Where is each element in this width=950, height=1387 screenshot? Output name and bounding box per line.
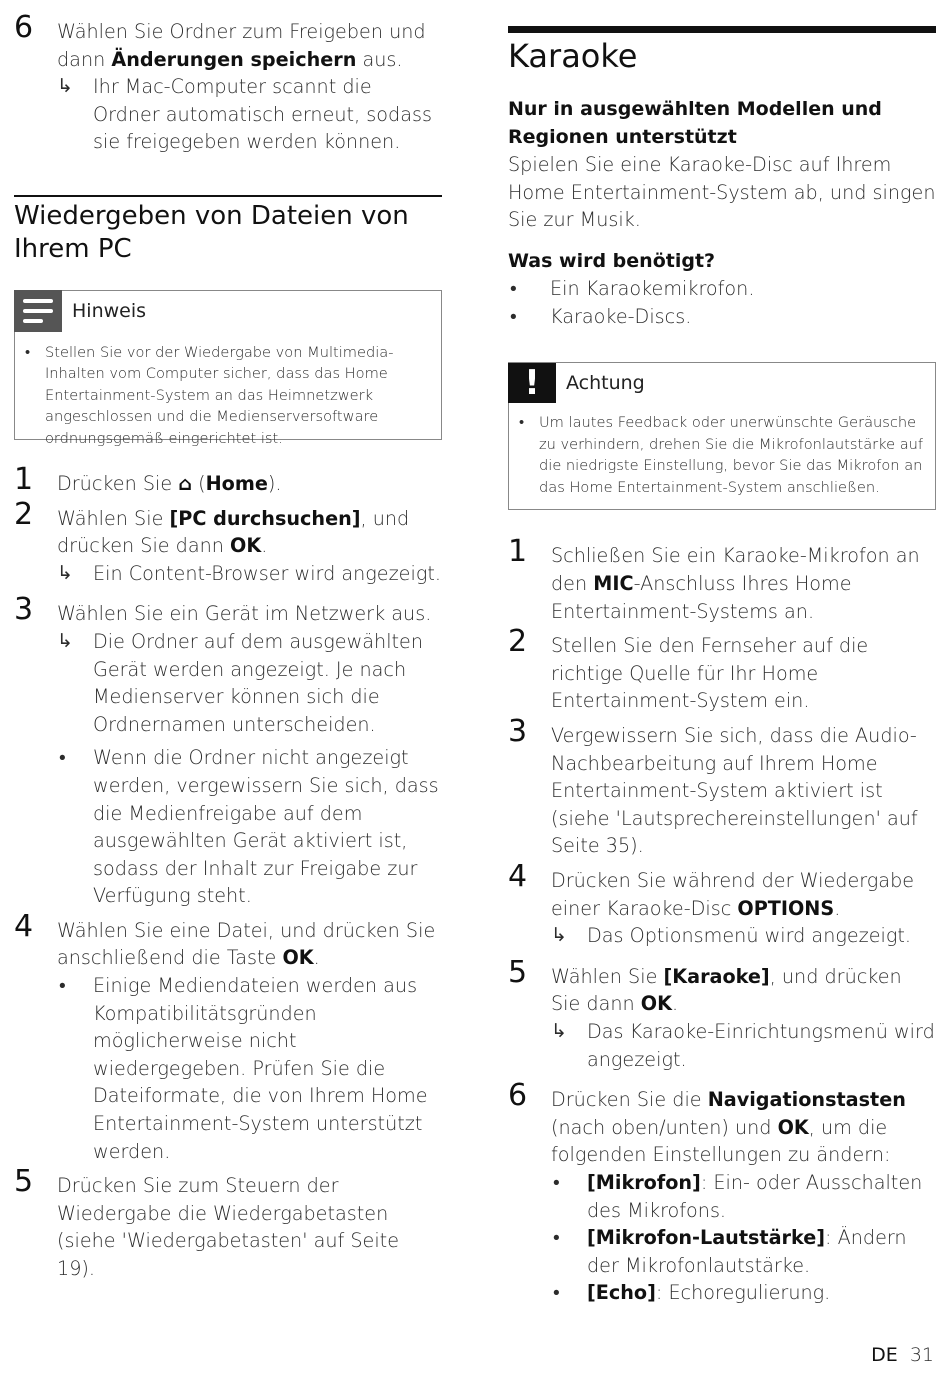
step-result: ↳ Ein Content-Browser wird angezeigt.	[57, 560, 442, 588]
step-number: 1	[508, 534, 528, 570]
result-arrow-icon: ↳	[57, 75, 73, 98]
step-5-playback-keys: 5 Drücken Sie zum Steuern der Wiedergabe die Wiedergabetasten (siehe 'Wiedergabetasten' auf Seite 19).	[14, 1164, 399, 1280]
karaoke-step-1: 1 Schließen Sie ein Karaoke-Mikrofon an den MIC-Anschluss Ihres Home Entertainment-Systems an.	[508, 534, 920, 623]
step-4-select-file: 4 Wählen Sie eine Datei, und drücken Sie anschließend die Taste OK. • Einige Mediendateien werden aus Kompatibilitätsgründen möglicherweise nicht wiedergegeben. Prüfen Sie die Dateiformate, die von Ihrem Home Entertainment-System unterstützt werden.	[14, 917, 442, 1165]
step-number: 4	[508, 859, 528, 894]
step-bullet: • Einige Mediendateien werden aus Kompatibilitätsgründen möglicherweise nicht wiedergegeben. Prüfen Sie die Dateiformate, die von Ihrem Home Entertainment-System unterstützt werden.	[59, 974, 428, 1163]
setting-mikrofon-lautstaerke: • [Mikrofon-Lautstärke]: Ändern der Mikrofonlautstärke.	[553, 1226, 907, 1277]
requirement-item: • Karaoke-Discs.	[510, 304, 692, 328]
requirements-title: Was wird benötigt?	[508, 249, 716, 272]
intro-text: Spielen Sie eine Karaoke-Disc auf Ihrem Home Entertainment-System ab, und singen Sie zur Musik.	[508, 153, 936, 232]
availability-note: Nur in ausgewählten Modellen und Regionen unterstützt	[508, 98, 882, 148]
language-code: DE	[871, 1344, 898, 1366]
step-bullet: • Wenn die Ordner nicht angezeigt werden, vergewissern Sie sich, dass die Medienfreigabe auf dem ausgewählten Gerät aktiviert ist, sodass der Inhalt zur Freigabe zur Verfügung steht.	[59, 746, 439, 908]
step-result: ↳ Das Karaoke-Einrichtungsmenü wird angezeigt.	[551, 1019, 935, 1071]
setting-mikrofon: • [Mikrofon]: Ein- oder Ausschalten des Mikrofons.	[553, 1170, 923, 1222]
note-icon	[14, 290, 62, 332]
step-number: 4	[14, 908, 34, 944]
section-rule	[14, 195, 442, 197]
karaoke-step-2: 2 Stellen Sie den Fernseher auf die richtige Quelle für Ihr Home Entertainment-System ein.	[508, 624, 869, 713]
step-3-select-device: 3 Wählen Sie ein Gerät im Netzwerk aus. ↳ Die Ordner auf dem ausgewählten Gerät werden angezeigt. Je nach Medienserver können sich die Ordnernamen unterscheiden. • Wenn die Ordner nicht angezeigt werden, vergewissern Sie sich, dass die Medienfreigabe auf dem ausgewählten Gerät aktiviert ist, sodass der Inhalt zur Freigabe zur Verfügung steht.	[14, 600, 442, 910]
exclamation-icon: !	[508, 363, 556, 403]
step-result: ↳ Die Ordner auf dem ausgewählten Gerät werden angezeigt. Je nach Medienserver können sich die Ordnernamen unterscheiden.	[57, 629, 424, 736]
right-column	[508, 0, 936, 1307]
step-number: 1	[14, 461, 34, 497]
step-number: 3	[14, 592, 34, 628]
step-number: 2	[508, 624, 528, 660]
step-number: 3	[508, 714, 528, 750]
page-number: 31	[909, 1344, 934, 1366]
note-label: Hinweis	[72, 299, 147, 322]
save-changes-label: Änderungen speichern	[111, 47, 357, 71]
step-result: ↳ Das Optionsmenü wird angezeigt.	[551, 922, 936, 950]
caution-label: Achtung	[566, 372, 645, 395]
karaoke-step-6: 6 Drücken Sie die Navigationstasten (nach oben/unten) und OK, um die folgenden Einstellungen zu ändern: • [Mikrofon]: Ein- oder Ausschalten des Mikrofons. • [Mikrofon-Lautstärke]: Ändern der Mikrofonlautstärke. • [Echo]: Echoregulierung.	[508, 1086, 936, 1307]
karaoke-step-5: 5 Wählen Sie [Karaoke], und drücken Sie dann OK. ↳ Das Karaoke-Einrichtungsmenü wird angezeigt.	[508, 963, 936, 1073]
page-footer	[871, 1344, 934, 1366]
step-6-share-folders: 6 Wählen Sie Ordner zum Freigeben und dann Änderungen speichern aus. ↳ Ihr Mac-Computer scannt die Ordner automatisch erneut, sodass sie freigegeben werden können.	[14, 18, 442, 156]
karaoke-step-3: 3 Vergewissern Sie sich, dass die Audio-Nachbearbeitung auf Ihrem Home Entertainment-System aktiviert ist (siehe 'Lautsprechereinstellungen' auf Seite 35).	[508, 714, 918, 858]
caution-text: • Um lautes Feedback oder unerwünschte Geräusche zu verhindern, drehen Sie die Mikrofonlautstärke auf die niedrigste Einstellung, bevor Sie das Mikrofon an das Home Entertainment-System anschließen.	[519, 414, 924, 496]
note-box	[14, 290, 442, 447]
section-title: Karaoke	[508, 37, 638, 75]
step-number: 5	[14, 1164, 34, 1200]
result-arrow-icon: ↳	[551, 1019, 567, 1042]
step-number: 2	[14, 496, 34, 532]
step-2-browse-pc: 2 Wählen Sie [PC durchsuchen], und drücken Sie dann OK. ↳ Ein Content-Browser wird angezeigt.	[14, 505, 442, 588]
step-1-home: 1 Drücken Sie ⌂ (Home).	[14, 461, 282, 497]
step-number: 6	[508, 1078, 528, 1114]
home-icon: ⌂	[178, 471, 193, 495]
result-arrow-icon: ↳	[551, 924, 567, 947]
section-rule	[508, 26, 936, 33]
step-number: 5	[508, 954, 528, 990]
left-column	[14, 0, 442, 1283]
requirement-item: • Ein Karaokemikrofon.	[510, 277, 755, 301]
caution-box	[508, 362, 936, 510]
result-arrow-icon: ↳	[57, 629, 73, 652]
result-arrow-icon: ↳	[57, 561, 73, 584]
note-text: • Stellen Sie vor der Wiedergabe von Multimedia-Inhalten vom Computer sicher, dass das Home Entertainment-System an das Heimnetzwerk angeschlossen und die Medienserversoftware ordnungsgemäß eingerichtet ist.	[25, 343, 394, 447]
karaoke-step-4: 4 Drücken Sie während der Wiedergabe einer Karaoke-Disc OPTIONS. ↳ Das Optionsmenü wird angezeigt.	[508, 867, 936, 950]
section-title: Wiedergeben von Dateien von Ihrem PC	[14, 200, 409, 264]
step-result: ↳ Ihr Mac-Computer scannt die Ordner automatisch erneut, sodass sie freigegeben werden können.	[57, 75, 432, 154]
setting-echo: • [Echo]: Echoregulierung.	[553, 1281, 831, 1305]
step-number: 6	[14, 10, 34, 45]
